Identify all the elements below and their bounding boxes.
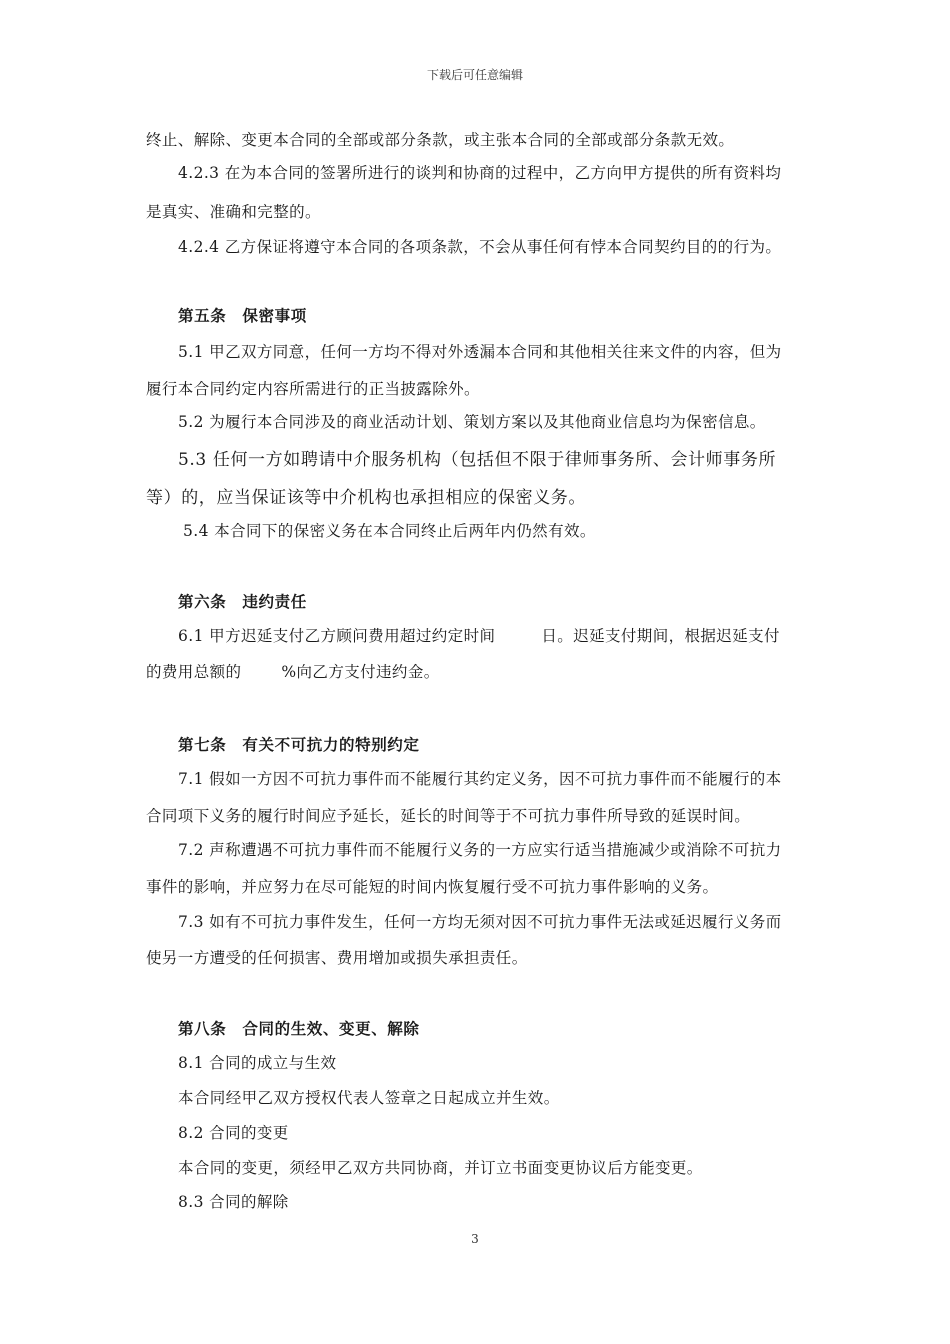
section-heading-8: 第八条 合同的生效、变更、解除 [178, 1019, 420, 1038]
paragraph-line: 是真实、准确和完整的。 [146, 203, 321, 221]
clause-4-2-3: 4.2.3 在为本合同的签署所进行的谈判和协商的过程中，乙方向甲方提供的所有资料均 [178, 164, 782, 182]
clause-8-3: 8.3 合同的解除 [178, 1193, 289, 1211]
page-header: 下载后可任意编辑 [426, 68, 523, 82]
paragraph-line: 事件的影响，并应努力在尽可能短的时间内恢复履行受不可抗力事件影响的义务。 [146, 878, 719, 896]
clause-7-1: 7.1 假如一方因不可抗力事件而不能履行其约定义务，因不可抗力事件而不能履行的本 [178, 770, 782, 788]
paragraph-line: 履行本合同约定内容所需进行的正当披露除外。 [146, 380, 480, 398]
paragraph-line: 合同项下义务的履行时间应予延长，延长的时间等于不可抗力事件所导致的延误时间。 [146, 807, 751, 825]
clause-5-3: 5.3 任何一方如聘请中介服务机构（包括但不限于律师事务所、会计师事务所 [178, 450, 777, 470]
clause-8-1: 8.1 合同的成立与生效 [178, 1054, 337, 1072]
clause-5-4: 5.4 本合同下的保密义务在本合同终止后两年内仍然有效。 [183, 522, 596, 540]
paragraph-line: 等）的，应当保证该等中介机构也承担相应的保密义务。 [146, 488, 586, 508]
paragraph-line: 本合同的变更，须经甲乙双方共同协商，并订立书面变更协议后方能变更。 [178, 1159, 703, 1177]
section-heading-7: 第七条 有关不可抗力的特别约定 [178, 735, 420, 754]
section-heading-6: 第六条 违约责任 [178, 592, 307, 611]
clause-8-2: 8.2 合同的变更 [178, 1124, 289, 1142]
clause-6-1: 6.1 甲方迟延支付乙方顾问费用超过约定时间 日。迟延支付期间，根据迟延支付 [178, 627, 780, 645]
section-heading-5: 第五条 保密事项 [178, 306, 307, 325]
clause-4-2-4: 4.2.4 乙方保证将遵守本合同的各项条款，不会从事任何有悖本合同契约目的的行为。 [178, 238, 782, 256]
paragraph-line: 本合同经甲乙双方授权代表人签章之日起成立并生效。 [178, 1089, 560, 1107]
clause-5-1: 5.1 甲乙双方同意，任何一方均不得对外透漏本合同和其他相关往来文件的内容，但为 [178, 343, 782, 361]
page-number: 3 [471, 1232, 479, 1246]
paragraph-line: 终止、解除、变更本合同的全部或部分条款，或主张本合同的全部或部分条款无效。 [146, 131, 735, 149]
clause-7-2: 7.2 声称遭遇不可抗力事件而不能履行义务的一方应实行适当措施减少或消除不可抗力 [178, 841, 782, 859]
clause-7-3: 7.3 如有不可抗力事件发生，任何一方均无须对因不可抗力事件无法或延迟履行义务而 [178, 913, 782, 931]
paragraph-line: 使另一方遭受的任何损害、费用增加或损失承担责任。 [146, 949, 528, 967]
clause-5-2: 5.2 为履行本合同涉及的商业活动计划、策划方案以及其他商业信息均为保密信息。 [178, 413, 766, 431]
paragraph-line: 的费用总额的 %向乙方支付违约金。 [146, 663, 440, 681]
